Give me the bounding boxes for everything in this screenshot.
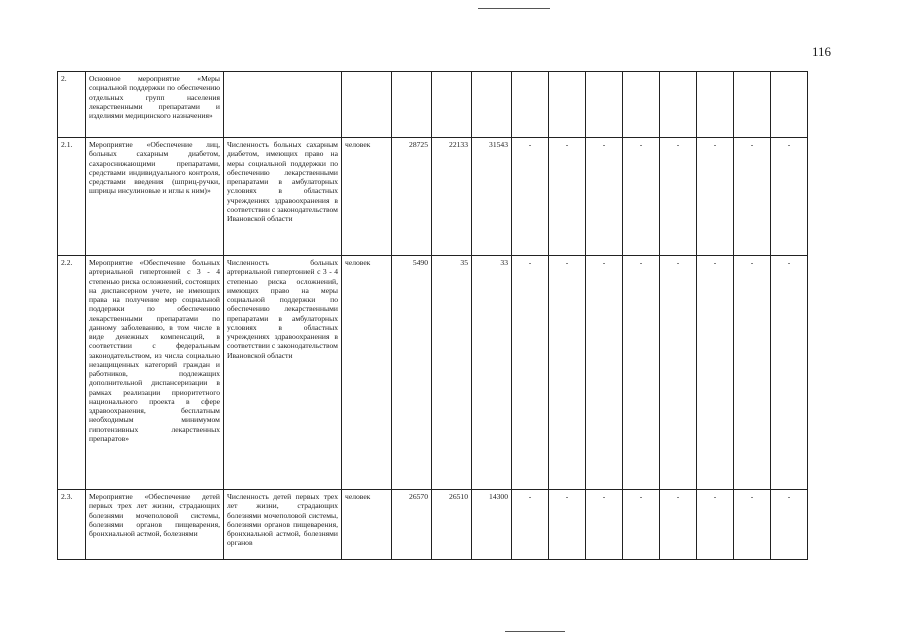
value-1	[392, 72, 432, 138]
value-cell: -	[697, 256, 734, 490]
value-2: 26510	[432, 490, 472, 560]
value-cell: -	[549, 138, 586, 256]
program-table	[57, 71, 808, 560]
value-cell: -	[771, 256, 808, 490]
indicator-name	[224, 72, 342, 138]
value-cell	[549, 72, 586, 138]
measure-name: Мероприятие «Обеспечение больных артериальной гипертонией с 3 - 4 степенью риска осложнений, состоящих на диспансерном учете, не имеющих права на получение мер социальной поддержки по обеспечению лекарственными препаратами по данному заболеванию, в том числе в виде денежных компенсаций, в соответствии с федеральным законодательством, из числа социально незащищенных категорий граждан и работников, подлежащих дополнительной диспансеризации в рамках реализации приоритетного национального проекта в сфере здравоохранения, бесплатным необходимым минимумом гипотензивных лекарственных препаратов»	[86, 256, 224, 490]
value-3: 33	[472, 256, 512, 490]
value-cell: -	[734, 138, 771, 256]
value-2: 35	[432, 256, 472, 490]
value-cell: -	[697, 138, 734, 256]
measure-name: Основное мероприятие «Меры социальной поддержки по обеспечению отдельных групп населения лекарственными препаратами и изделиями медицинского назначения»	[86, 72, 224, 138]
unit: человек	[342, 256, 392, 490]
value-cell: -	[586, 138, 623, 256]
value-cell	[771, 72, 808, 138]
table-row	[58, 72, 808, 138]
value-cell	[734, 72, 771, 138]
indicator-name: Численность больных артериальной гипертонией с 3 - 4 степенью риска осложнений, имеющих право на меры социальной поддержки по обеспечению лекарственными препаратами в амбулаторных условиях в областных учреждениях здравоохранения в соответствии с законодательством Ивановской области	[224, 256, 342, 490]
value-2	[432, 72, 472, 138]
value-3	[472, 72, 512, 138]
value-cell: -	[660, 138, 697, 256]
row-number: 2.1.	[58, 138, 86, 256]
unit	[342, 72, 392, 138]
value-cell	[586, 72, 623, 138]
value-cell: -	[771, 490, 808, 560]
table-row	[58, 490, 808, 560]
unit: человек	[342, 490, 392, 560]
value-cell: -	[623, 490, 660, 560]
value-1: 5490	[392, 256, 432, 490]
row-number: 2.2.	[58, 256, 86, 490]
measure-name: Мероприятие «Обеспечение лиц, больных сахарным диабетом, сахароснижающими препаратами, средствами индивидуального контроля, средствами введения (шприц-ручки, шприцы инсулиновые и иглы к ним)»	[86, 138, 224, 256]
value-cell	[697, 72, 734, 138]
value-cell: -	[512, 138, 549, 256]
value-cell	[660, 72, 697, 138]
value-3: 14300	[472, 490, 512, 560]
bottom-rule	[505, 631, 565, 632]
value-1: 26570	[392, 490, 432, 560]
value-cell	[512, 72, 549, 138]
table-row	[58, 138, 808, 256]
value-cell: -	[512, 256, 549, 490]
top-rule	[478, 8, 550, 9]
value-2: 22133	[432, 138, 472, 256]
page-number: 116	[812, 44, 832, 59]
value-cell: -	[512, 490, 549, 560]
row-number: 2.3.	[58, 490, 86, 560]
measure-name: Мероприятие «Обеспечение детей первых трех лет жизни, страдающих болезнями мочеполовой системы, болезнями органов пищеварения, бронхиальной астмой, болезнями	[86, 490, 224, 560]
value-cell: -	[697, 490, 734, 560]
value-cell: -	[549, 490, 586, 560]
table-row	[58, 256, 808, 490]
value-cell: -	[734, 256, 771, 490]
indicator-name: Численность больных сахарным диабетом, имеющих право на меры социальной поддержки по обеспечению лекарственными препаратами в амбулаторных условиях в областных учреждениях здравоохранения в соответствии с законодательством Ивановской области	[224, 138, 342, 256]
row-number: 2.	[58, 72, 86, 138]
value-cell	[623, 72, 660, 138]
value-cell: -	[586, 256, 623, 490]
value-cell: -	[586, 490, 623, 560]
indicator-name: Численность детей первых трех лет жизни, страдающих болезнями мочеполовой системы, болезнями органов пищеварения, бронхиальной астмой, болезнями органов	[224, 490, 342, 560]
value-cell: -	[549, 256, 586, 490]
value-cell: -	[734, 490, 771, 560]
value-cell: -	[660, 256, 697, 490]
value-cell: -	[771, 138, 808, 256]
value-1: 28725	[392, 138, 432, 256]
value-cell: -	[623, 138, 660, 256]
unit: человек	[342, 138, 392, 256]
value-3: 31543	[472, 138, 512, 256]
value-cell: -	[660, 490, 697, 560]
value-cell: -	[623, 256, 660, 490]
